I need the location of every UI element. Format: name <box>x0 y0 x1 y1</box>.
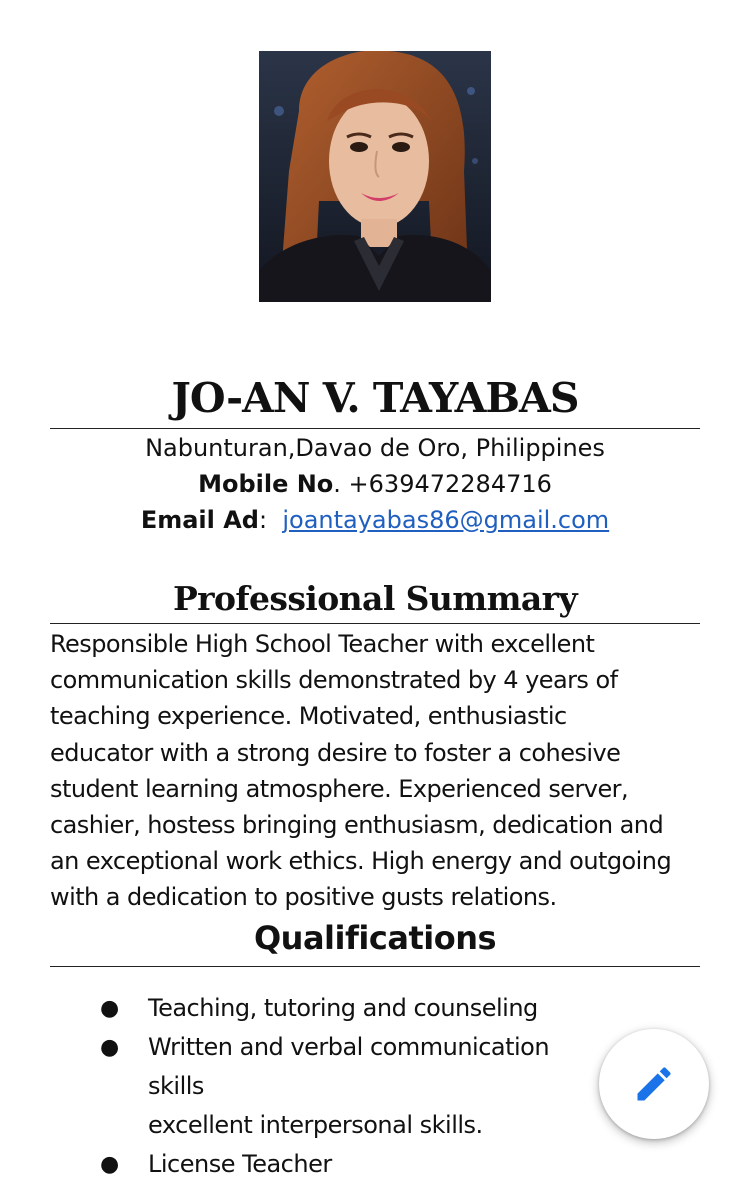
email-separator: : <box>259 506 283 534</box>
qualification-item <box>50 1028 610 1145</box>
qualification-text: Teaching, tutoring and counseling <box>148 994 538 1022</box>
summary-line: an exceptional work ethics. High energy and outgoing <box>50 847 672 876</box>
summary-line: Responsible High School Teacher with excellent <box>50 630 595 658</box>
edit-button[interactable] <box>599 1029 709 1139</box>
qualifications-divider <box>50 966 700 967</box>
pencil-icon <box>632 1062 676 1106</box>
mobile-line <box>50 466 700 502</box>
profile-photo <box>259 51 491 302</box>
summary-line: teaching experience. Motivated, enthusiastic <box>50 702 567 731</box>
summary-text <box>50 626 700 916</box>
summary-line: communication skills demonstrated by 4 years of <box>50 666 618 695</box>
qualification-item <box>50 989 610 1028</box>
summary-divider <box>50 623 700 624</box>
summary-heading: Professional Summary <box>172 579 578 618</box>
summary-line: student learning atmosphere. Experienced server, <box>50 774 629 803</box>
email-line <box>50 502 700 538</box>
qualification-item <box>50 1145 610 1184</box>
qualifications-list <box>50 989 610 1184</box>
bullet: ● <box>100 1035 119 1060</box>
qualification-text: excellent interpersonal skills. <box>148 1111 483 1139</box>
mobile-value: . +639472284716 <box>333 470 552 498</box>
summary-line: educator with a strong desire to foster a cohesive <box>50 738 621 767</box>
qualification-text: License Teacher <box>148 1150 332 1178</box>
mobile-label: Mobile No <box>198 470 334 498</box>
email-label: Email Ad <box>140 506 259 534</box>
summary-line: with a dedication to positive gusts relations. <box>50 883 557 912</box>
qualifications-heading: Qualifications <box>253 919 497 957</box>
profile-photo-image <box>259 51 491 302</box>
summary-line: cashier, hostess bringing enthusiasm, dedication and <box>50 811 664 840</box>
bullet: ● <box>100 1152 119 1177</box>
name-divider <box>50 428 700 429</box>
email-link[interactable]: joantayabas86@gmail.com <box>282 506 610 534</box>
bullet: ● <box>100 996 119 1021</box>
address: Nabunturan,Davao de Oro, Philippines <box>145 434 605 462</box>
qualification-text: Written and verbal communication skills <box>148 1033 550 1100</box>
candidate-name: JO-AN V. TAYABAS <box>171 374 579 422</box>
